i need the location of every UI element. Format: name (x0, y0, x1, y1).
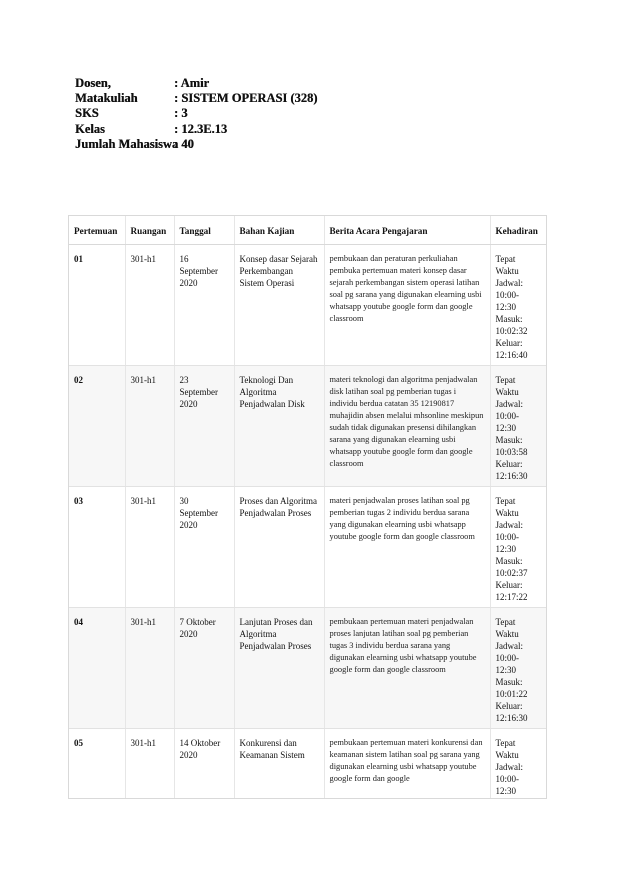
kehadiran-line: 10:02:32 (495, 325, 528, 336)
kehadiran-line: Jadwal: (495, 640, 523, 651)
dosen-value: : Amir (174, 76, 210, 90)
kehadiran-line: Jadwal: (495, 398, 523, 409)
kehadiran-line: 12:30 (495, 543, 517, 554)
cell-kehadiran (490, 365, 547, 486)
kehadiran-line: Keluar: (495, 458, 523, 469)
cell-ruangan: 301-h1 (125, 365, 174, 486)
kehadiran-line: Tepat (495, 737, 516, 748)
kehadiran-line: Waktu (495, 265, 519, 276)
cell-pertemuan: 05 (69, 728, 125, 799)
attendance-table-container (68, 215, 547, 799)
kehadiran-line: Tepat (495, 495, 516, 506)
kehadiran-line: Waktu (495, 386, 519, 397)
kehadiran-line: 12:30 (495, 664, 517, 675)
cell-ruangan: 301-h1 (125, 607, 174, 728)
kehadiran-line: 12:30 (495, 785, 517, 796)
cell-berita-acara: materi teknologi dan algoritma penjadwalan disk latihan soal pg pemberian tugas i individu berdua catatan 35 12190817 muhajidin absen melalui mhsonline meskipun sudah tidak digunakan presensi dihilangkan sarana yang digunakan elearning usbi whatsapp youtube google form dan google classroom (324, 365, 490, 486)
cell-pertemuan: 02 (69, 365, 125, 486)
table-row (69, 607, 547, 728)
kehadiran-line: Keluar: (495, 579, 523, 590)
kehadiran-line: 10:00- (495, 652, 519, 663)
kehadiran-line: Waktu (495, 507, 519, 518)
jumlah-value: : 40 (174, 136, 194, 151)
course-info (75, 76, 317, 152)
col-header-bahan-kajian: Bahan Kajian (234, 216, 324, 244)
cell-tanggal: 14 Oktober 2020 (174, 728, 234, 799)
kehadiran-line: 12:16:40 (495, 349, 528, 360)
table-header-row (69, 216, 547, 244)
kehadiran-line: 12:16:30 (495, 470, 528, 481)
cell-kehadiran (490, 728, 547, 799)
kehadiran-line: 12:30 (495, 301, 517, 312)
col-header-ruangan: Ruangan (125, 216, 174, 244)
kehadiran-line: Tepat (495, 374, 516, 385)
table-row (69, 365, 547, 486)
kehadiran-line: 10:02:37 (495, 567, 528, 578)
cell-bahan-kajian: Lanjutan Proses dan Algoritma Penjadwalan Proses (234, 607, 324, 728)
table-row (69, 244, 547, 365)
sks-label: SKS (75, 106, 99, 121)
cell-berita-acara: pembukaan pertemuan materi konkurensi dan keamanan sistem latihan soal pg sarana yang digunakan elearning usbi whatsapp youtube google form dan google (324, 728, 490, 799)
matakuliah-value: : SISTEM OPERASI (328) (174, 91, 318, 106)
cell-tanggal: 7 Oktober 2020 (174, 607, 234, 728)
info-row-kelas (75, 122, 317, 137)
cell-kehadiran (490, 486, 547, 607)
cell-bahan-kajian: Proses dan Algoritma Penjadwalan Proses (234, 486, 324, 607)
sks-value: : 3 (174, 106, 188, 121)
cell-ruangan: 301-h1 (125, 486, 174, 607)
cell-tanggal: 16 September 2020 (174, 244, 234, 365)
cell-kehadiran (490, 244, 547, 365)
cell-berita-acara: materi penjadwalan proses latihan soal pg pemberian tugas 2 individu berdua sarana yang digunakan elearning usbi whatsapp youtube google form dan google classroom (324, 486, 490, 607)
col-header-berita-acara: Berita Acara Pengajaran (324, 216, 490, 244)
cell-tanggal: 30 September 2020 (174, 486, 234, 607)
kehadiran-line: Tepat (495, 616, 516, 627)
kehadiran-line: 12:30 (495, 422, 517, 433)
col-header-pertemuan: Pertemuan (69, 216, 125, 244)
info-row-dosen (75, 76, 317, 91)
info-row-matakuliah (75, 91, 317, 106)
cell-bahan-kajian: Teknologi Dan Algoritma Penjadwalan Disk (234, 365, 324, 486)
cell-bahan-kajian: Konsep dasar Sejarah Perkembangan Sistem Operasi (234, 244, 324, 365)
table-row (69, 486, 547, 607)
kehadiran-line: Waktu (495, 749, 519, 760)
dosen-label: Dosen, (75, 76, 111, 90)
cell-tanggal: 23 September 2020 (174, 365, 234, 486)
kehadiran-line: 12:17:22 (495, 591, 528, 602)
cell-pertemuan: 01 (69, 244, 125, 365)
col-header-kehadiran: Kehadiran (490, 216, 547, 244)
kelas-label: Kelas (75, 121, 105, 136)
kehadiran-line: Jadwal: (495, 519, 523, 530)
kehadiran-line: Masuk: (495, 555, 523, 566)
kehadiran-line: Jadwal: (495, 761, 523, 772)
matakuliah-label: Matakuliah (75, 91, 138, 106)
info-row-jumlah (75, 137, 317, 152)
kehadiran-line: 10:03:58 (495, 446, 528, 457)
cell-berita-acara: pembukaan pertemuan materi penjadwalan proses lanjutan latihan soal pg pemberian tugas 3 individu berdua sarana yang digunakan elearning usbi whatsapp youtube google form dan google classroom (324, 607, 490, 728)
attendance-table (69, 216, 547, 799)
kehadiran-line: 10:00- (495, 531, 519, 542)
table-row (69, 728, 547, 799)
kehadiran-line: Masuk: (495, 434, 523, 445)
jumlah-label: Jumlah Mahasiswa (75, 136, 179, 151)
kehadiran-line: 10:01:22 (495, 688, 528, 699)
col-header-tanggal: Tanggal (174, 216, 234, 244)
cell-pertemuan: 03 (69, 486, 125, 607)
kehadiran-line: Tepat (495, 253, 516, 264)
cell-bahan-kajian: Konkurensi dan Keamanan Sistem (234, 728, 324, 799)
cell-pertemuan: 04 (69, 607, 125, 728)
kelas-value: : 12.3E.13 (174, 121, 228, 136)
cell-ruangan: 301-h1 (125, 244, 174, 365)
kehadiran-line: Keluar: (495, 700, 523, 711)
cell-berita-acara: pembukaan dan peraturan perkuliahan pembuka pertemuan materi konsep dasar sejarah perkembangan sistem operasi latihan soal pg sarana yang digunakan elearning usbi whatsapp youtube google form dan google classroom (324, 244, 490, 365)
kehadiran-line: 12:16:30 (495, 712, 528, 723)
kehadiran-line: 10:00- (495, 410, 519, 421)
cell-kehadiran (490, 607, 547, 728)
info-row-sks (75, 106, 317, 121)
cell-ruangan: 301-h1 (125, 728, 174, 799)
kehadiran-line: Keluar: (495, 337, 523, 348)
kehadiran-line: Jadwal: (495, 277, 523, 288)
kehadiran-line: Waktu (495, 628, 519, 639)
kehadiran-line: 10:00- (495, 773, 519, 784)
kehadiran-line: 10:00- (495, 289, 519, 300)
kehadiran-line: Masuk: (495, 676, 523, 687)
kehadiran-line: Masuk: (495, 313, 523, 324)
